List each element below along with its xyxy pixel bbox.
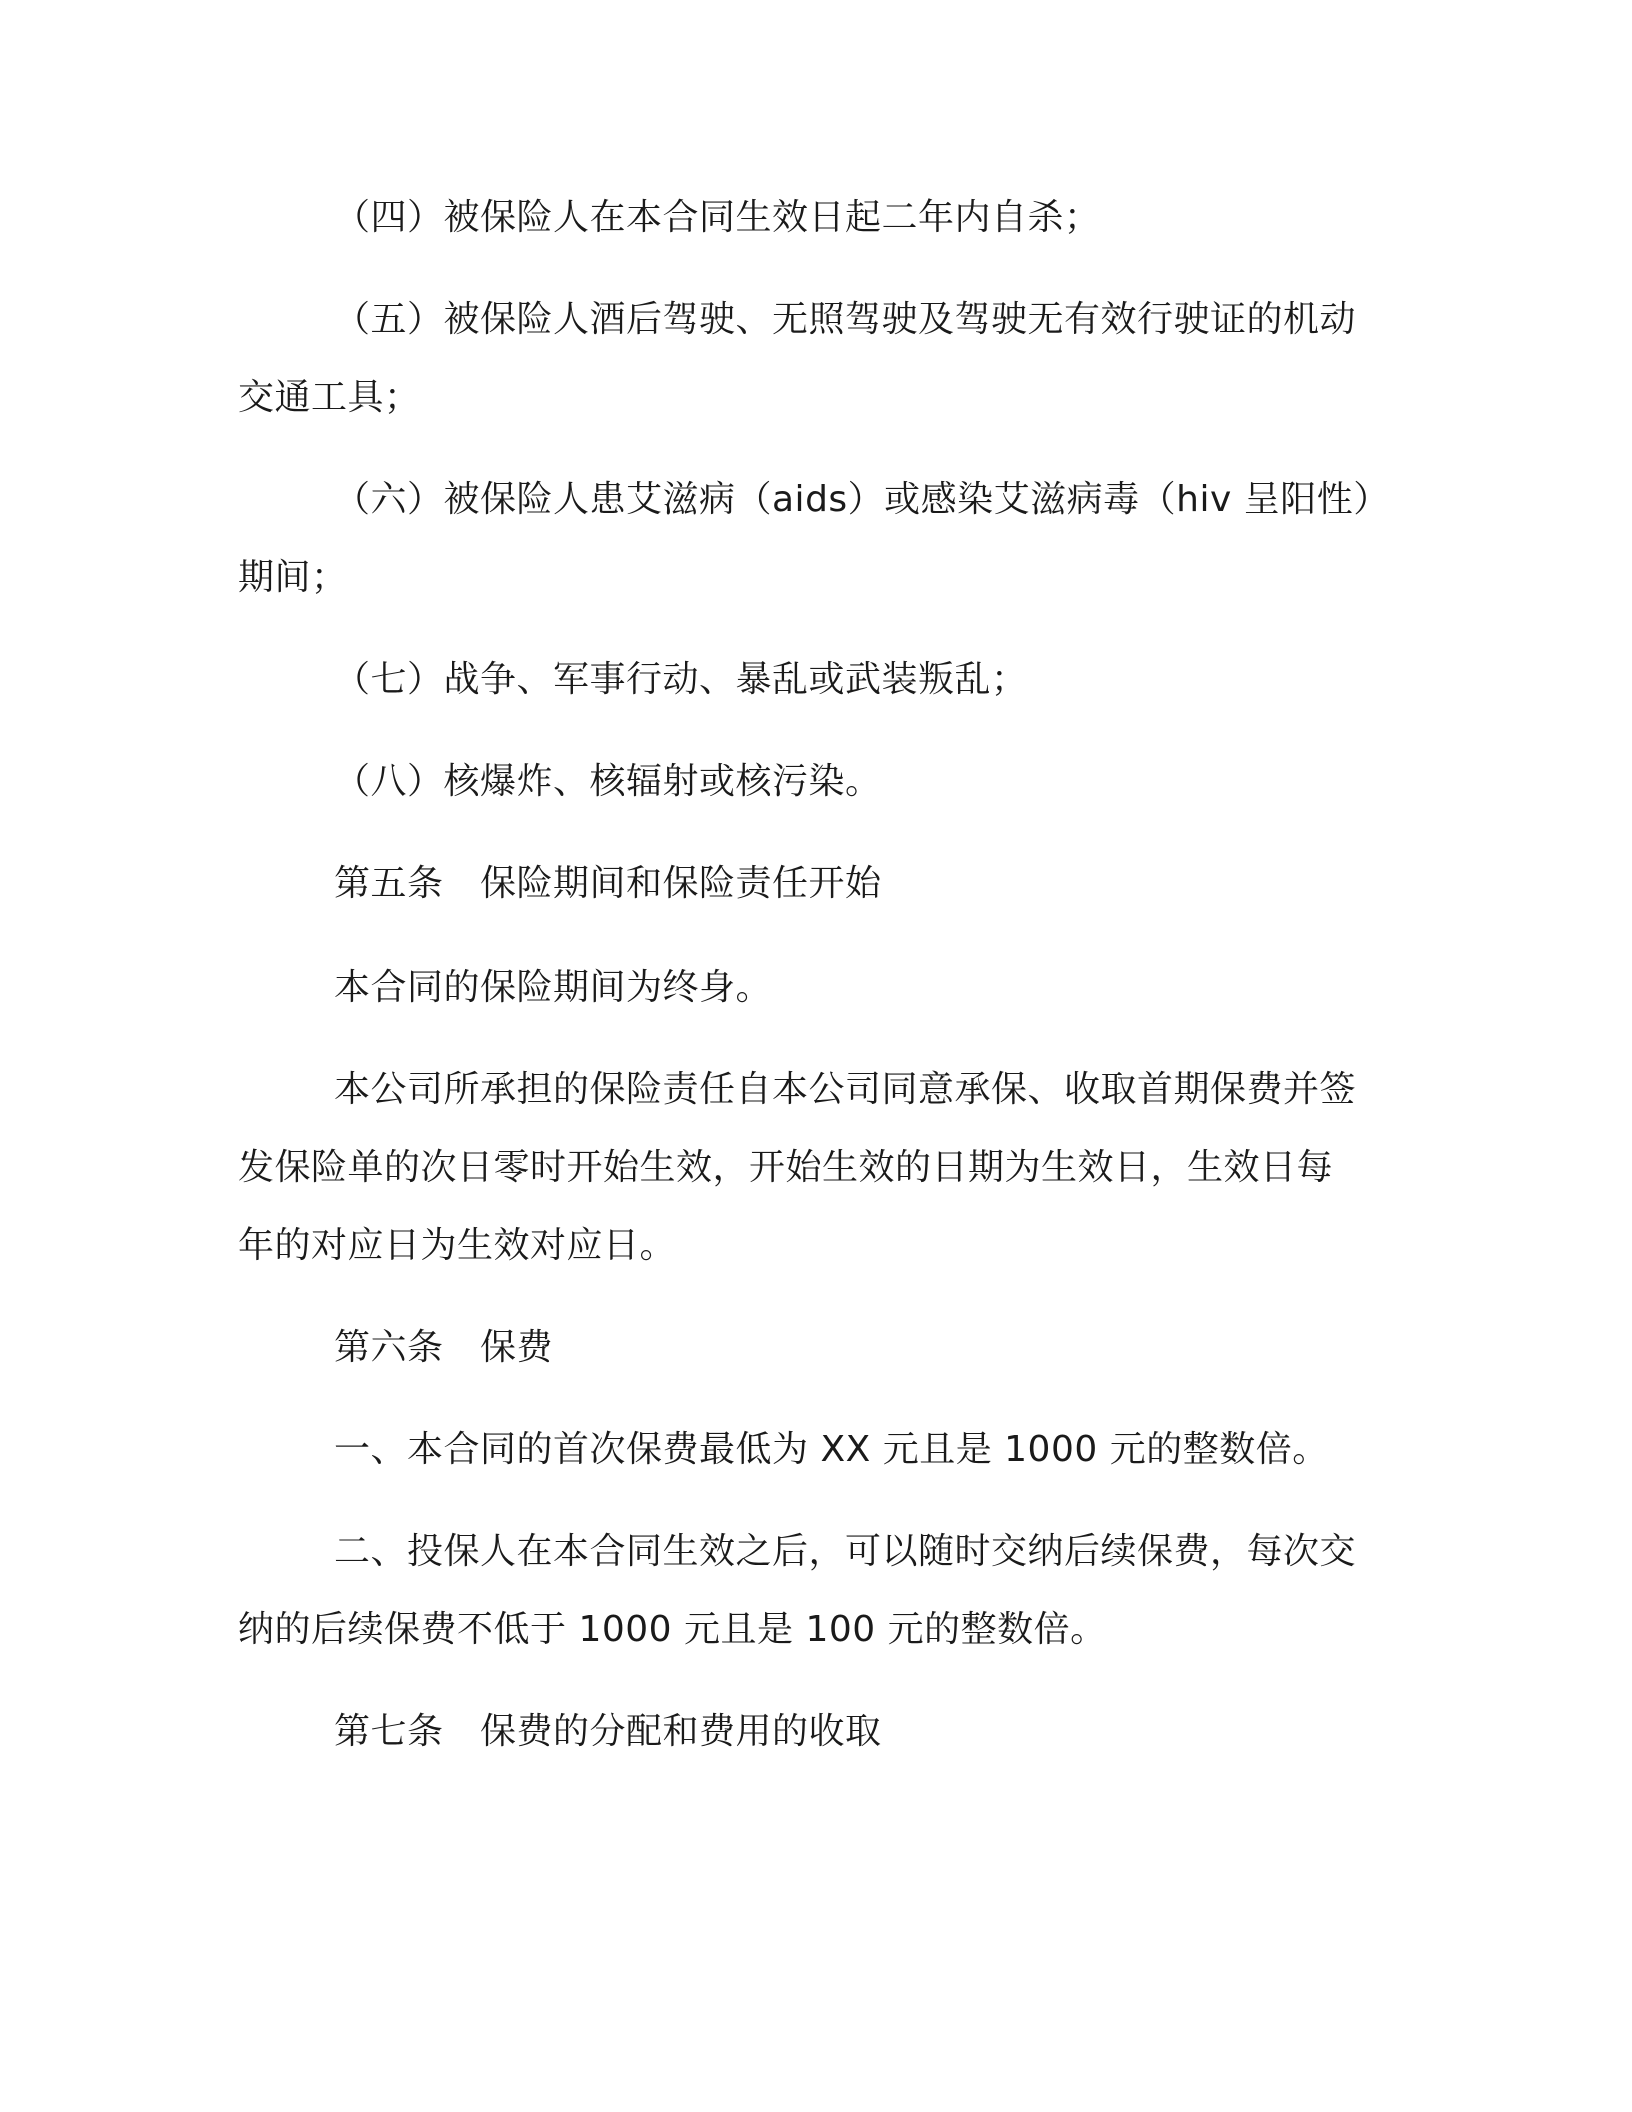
article-5-paragraph-2-line-2: 发保险单的次日零时开始生效，开始生效的日期为生效日，生效日每 bbox=[238, 1147, 1334, 1188]
article-5-paragraph-2-line-3: 年的对应日为生效对应日。 bbox=[238, 1225, 677, 1266]
clause-item-5-line-1: （五）被保险人酒后驾驶、无照驾驶及驾驶无有效行驶证的机动 bbox=[334, 299, 1357, 340]
article-6-paragraph-1: 一、本合同的首次保费最低为 XX 元且是 1000 元的整数倍。 bbox=[334, 1429, 1329, 1470]
clause-item-5-line-2: 交通工具； bbox=[238, 377, 421, 418]
article-7-heading: 第七条 保费的分配和费用的收取 bbox=[334, 1711, 882, 1752]
article-5-paragraph-1: 本合同的保险期间为终身。 bbox=[334, 967, 773, 1008]
clause-item-8: （八）核爆炸、核辐射或核污染。 bbox=[334, 761, 882, 802]
clause-item-6-line-1: （六）被保险人患艾滋病（aids）或感染艾滋病毒（hiv 呈阳性） bbox=[334, 479, 1390, 520]
article-6-paragraph-2-line-2: 纳的后续保费不低于 1000 元且是 100 元的整数倍。 bbox=[238, 1609, 1107, 1650]
clause-item-6-line-2: 期间； bbox=[238, 557, 348, 598]
clause-item-7: （七）战争、军事行动、暴乱或武装叛乱； bbox=[334, 659, 1028, 700]
article-6-paragraph-2-line-1: 二、投保人在本合同生效之后，可以随时交纳后续保费，每次交 bbox=[334, 1531, 1357, 1572]
article-5-paragraph-2-line-1: 本公司所承担的保险责任自本公司同意承保、收取首期保费并签 bbox=[334, 1069, 1357, 1110]
article-6-heading: 第六条 保费 bbox=[334, 1327, 554, 1368]
article-5-heading: 第五条 保险期间和保险责任开始 bbox=[334, 863, 882, 904]
clause-item-4: （四）被保险人在本合同生效日起二年内自杀； bbox=[334, 197, 1101, 238]
